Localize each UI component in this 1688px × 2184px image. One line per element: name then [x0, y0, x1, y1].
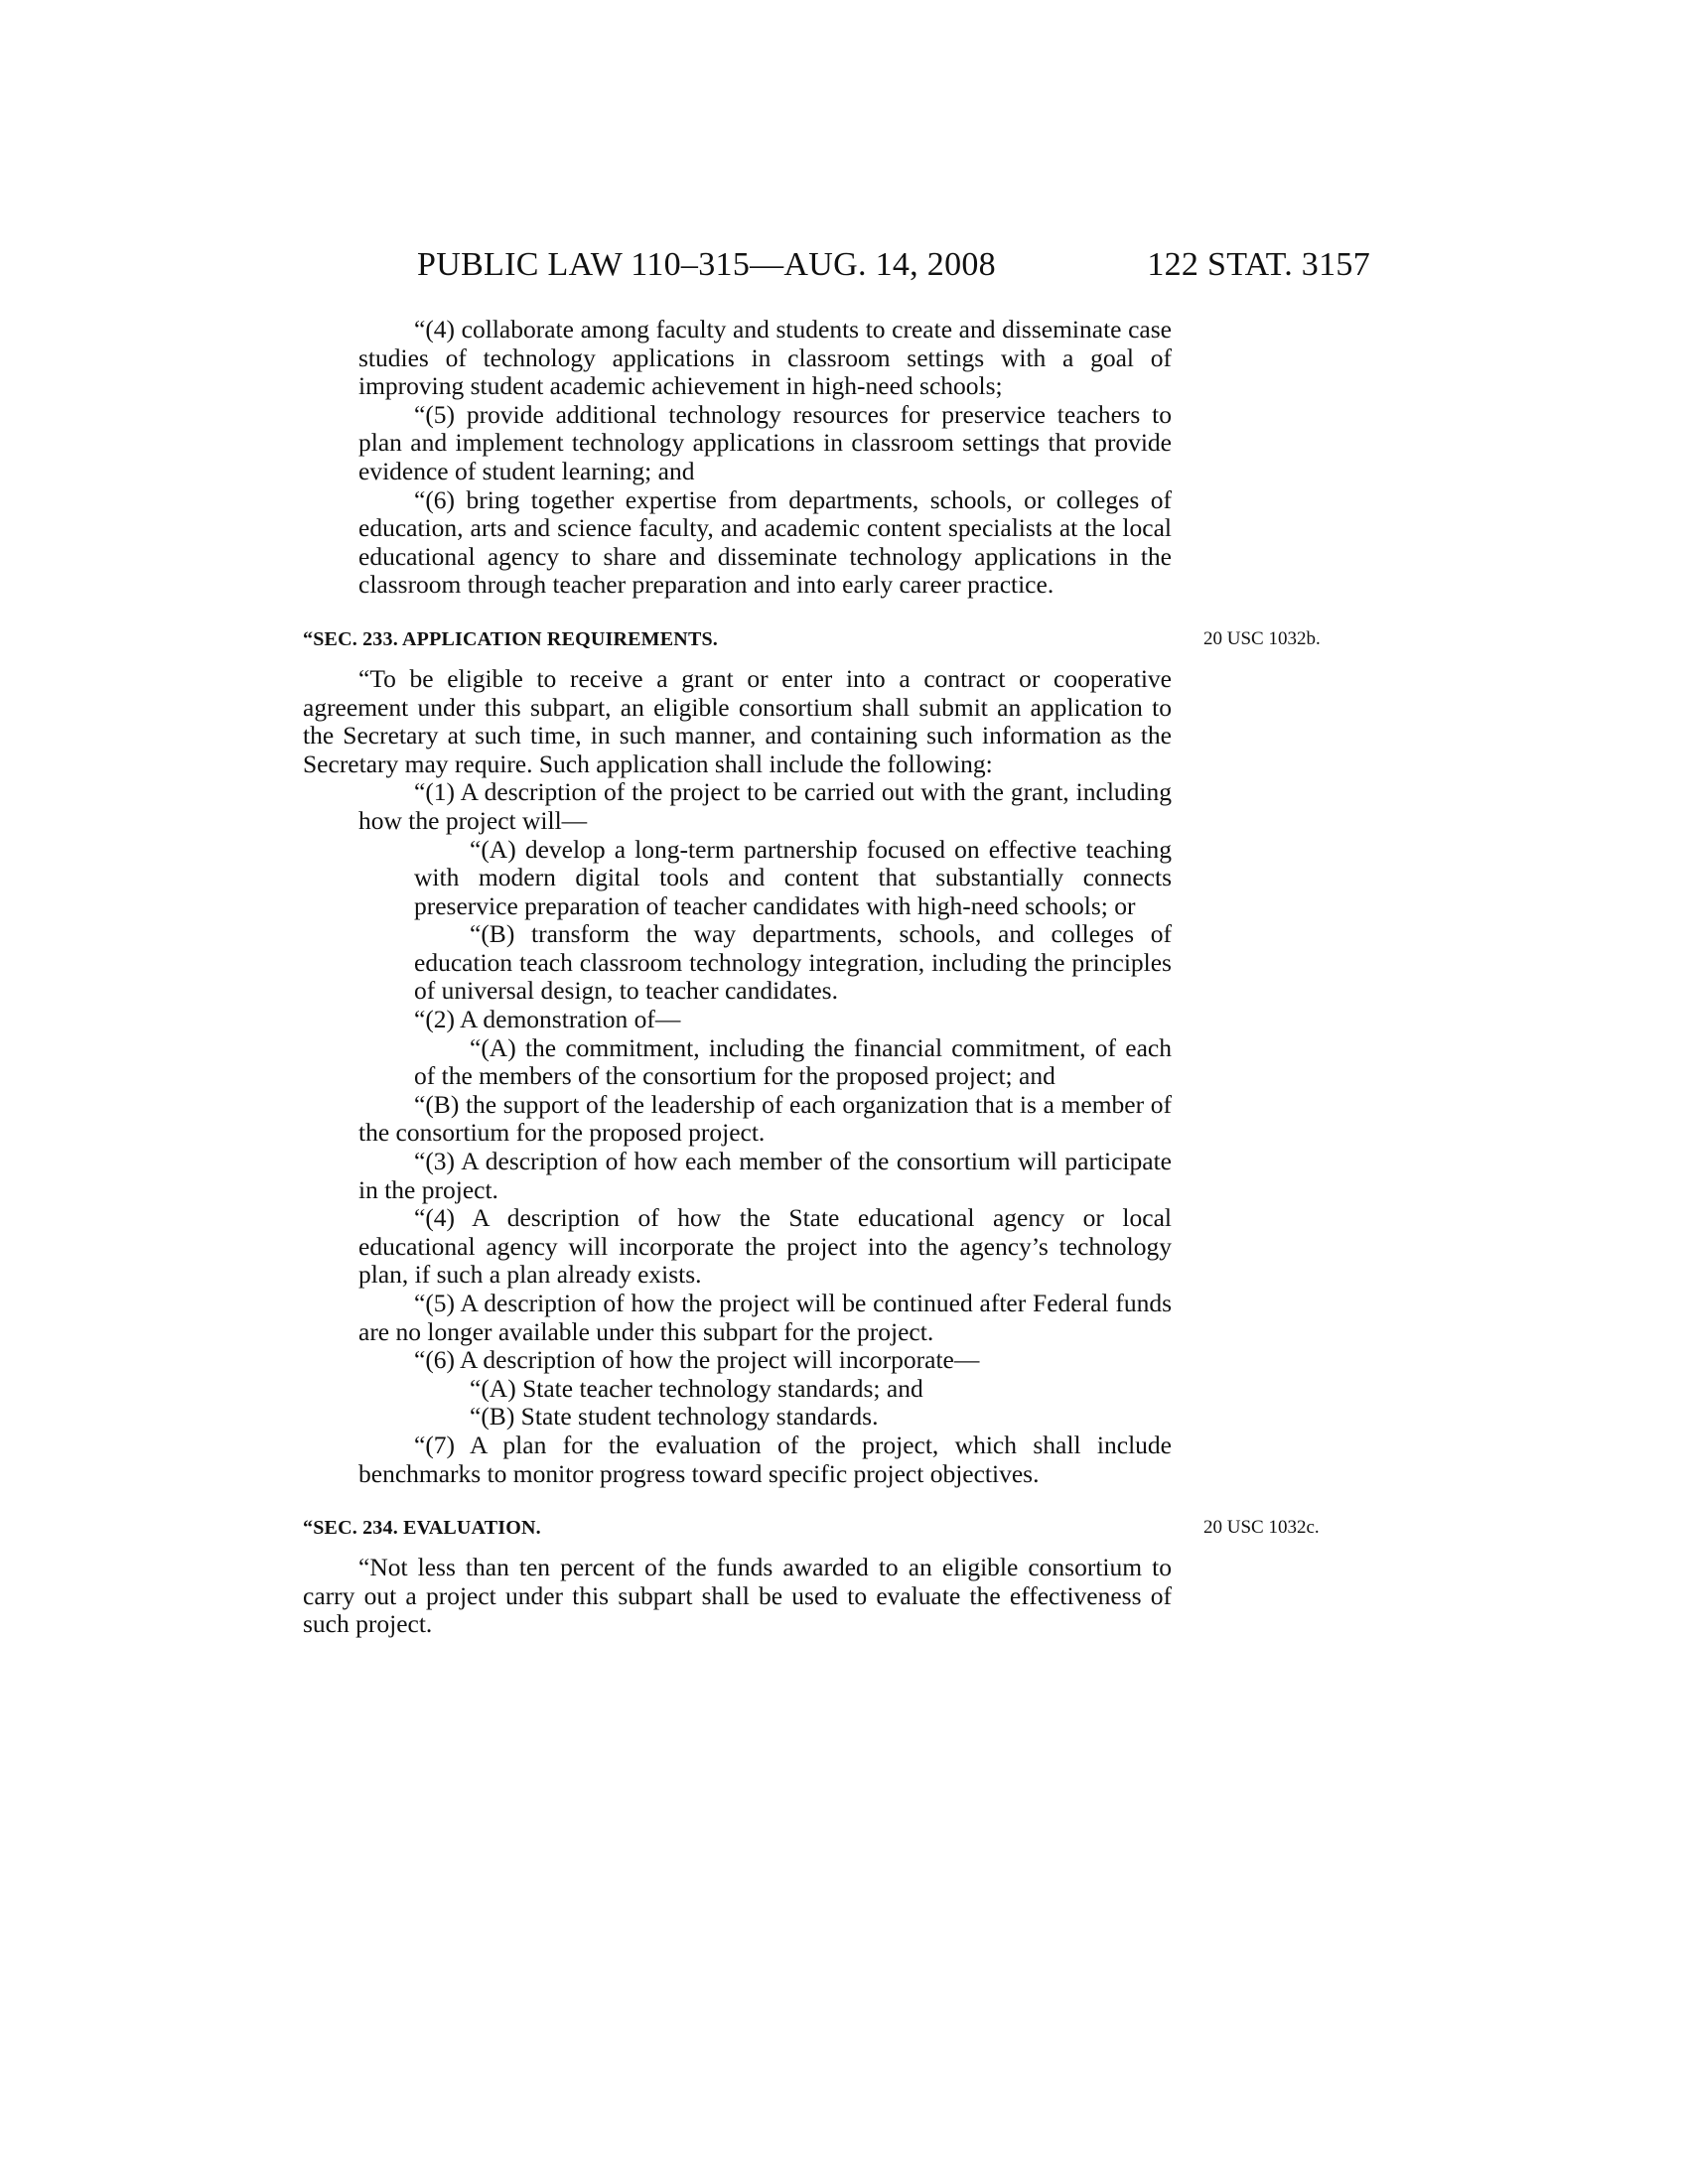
- section-233-item-1b: “(B) transform the way departments, schools, and colleges of education teach classroom technology integration, including the principles of universal design, to teacher candidates.: [414, 919, 1172, 1006]
- section-233-intro: “To be eligible to receive a grant or enter into a contract or cooperative agreement under this subpart, an eligible consortium shall submit an application to the Secretary at such time, in such manner, and containing such information as the Secretary may require. Such application shall include the following:: [303, 663, 1172, 778]
- section-233-item-1: “(1) A description of the project to be carried out with the grant, including how the project will—: [358, 777, 1172, 835]
- header-stat-page: 122 STAT. 3157: [1147, 246, 1370, 283]
- section-233-item-2: “(2) A demonstration of—: [414, 1005, 681, 1034]
- paragraph-4: “(4) collaborate among faculty and students to create and disseminate case studies of technology applications in classroom settings with a goal of improving student academic achievement in high-need schools;: [358, 315, 1172, 401]
- paragraph-5: “(5) provide additional technology resources for preservice teachers to plan and implement technology applications in classroom settings that provide evidence of student learning; and: [358, 399, 1172, 485]
- section-233-item-1a: “(A) develop a long-term partnership focused on effective teaching with modern digital tools and content that substantially connects preservice preparation of teacher candidates with high-need schools; or: [414, 834, 1172, 920]
- page-header: [417, 246, 1370, 286]
- section-234-text: “Not less than ten percent of the funds awarded to an eligible consortium to carry out a project under this subpart shall be used to evaluate the effectiveness of such project.: [303, 1553, 1172, 1639]
- section-234-margin-note: 20 USC 1032c.: [1203, 1517, 1320, 1539]
- section-233-item-5: “(5) A description of how the project will be continued after Federal funds are no longer available under this subpart for the project.: [358, 1289, 1172, 1346]
- section-234-heading-row: [303, 1512, 1320, 1542]
- section-233-item-7: “(7) A plan for the evaluation of the project, which shall include benchmarks to monitor progress toward specific project objectives.: [358, 1430, 1172, 1488]
- document-body: [303, 315, 1321, 1639]
- paragraph-6: “(6) bring together expertise from departments, schools, or colleges of education, arts and science faculty, and academic content specialists at the local educational agency to share and disseminate technology applications in the classroom through teacher preparation and into early career practice.: [358, 484, 1172, 600]
- section-233-margin-note: 20 USC 1032b.: [1203, 627, 1321, 649]
- section-233-heading-row: [303, 623, 1321, 653]
- section-233-heading: “SEC. 233. APPLICATION REQUIREMENTS.: [303, 627, 719, 650]
- section-233-item-3: “(3) A description of how each member of the consortium will participate in the project.: [358, 1147, 1172, 1204]
- section-233-item-2a: “(A) the commitment, including the financial commitment, of each of the members of the consortium for the proposed project; and: [414, 1032, 1172, 1091]
- section-233-item-6a: “(A) State teacher technology standards; and: [470, 1373, 923, 1403]
- section-233-item-4: “(4) A description of how the State educational agency or local educational agency will incorporate the project into the agency’s technology plan, if such a plan already exists.: [358, 1203, 1172, 1290]
- section-233-item-2b: “(B) the support of the leadership of each organization that is a member of the consortium for the proposed project.: [358, 1089, 1172, 1148]
- section-233-item-6: “(6) A description of how the project will incorporate—: [414, 1345, 980, 1375]
- header-law-citation: PUBLIC LAW 110–315—AUG. 14, 2008: [417, 246, 996, 283]
- section-234-heading: “SEC. 234. EVALUATION.: [303, 1517, 541, 1540]
- section-233-item-6b: “(B) State student technology standards.: [470, 1402, 879, 1432]
